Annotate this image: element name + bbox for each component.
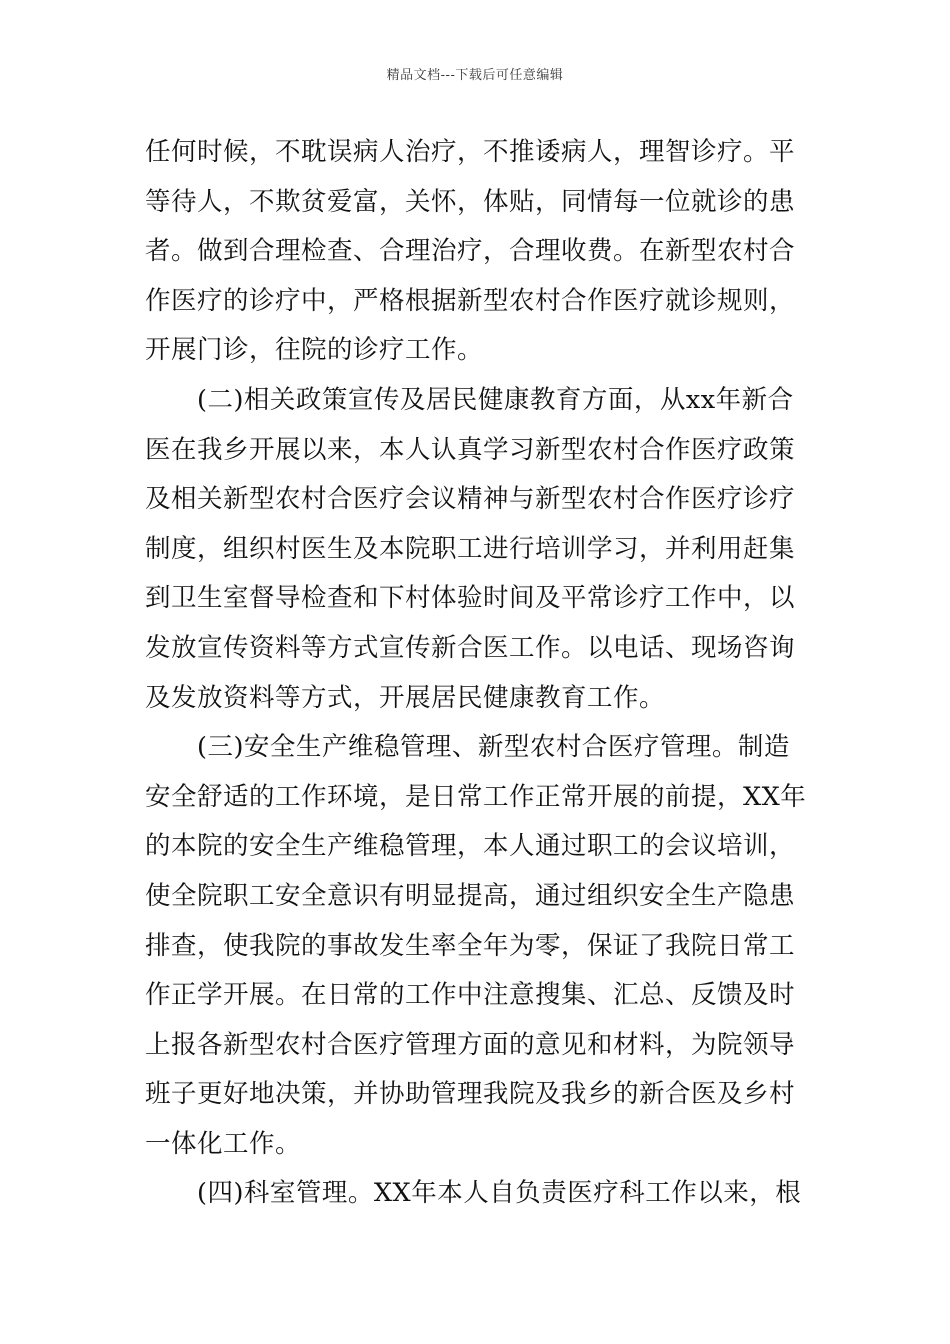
paragraph-start-line: (三)安全生产维稳管理、新型农村合医疗管理。制造 [197, 732, 790, 763]
text-line: 一体化工作。 [145, 1128, 302, 1159]
text-line: 安全舒适的工作环境，是日常工作正常开展的前提，XX年 [145, 781, 807, 812]
text-line: 及相关新型农村合医疗会议精神与新型农村合作医疗诊疗 [145, 484, 796, 515]
text-line: 班子更好地决策，并协助管理我院及我乡的新合医及乡村 [145, 1079, 796, 1110]
text-line: 及发放资料等方式，开展居民健康教育工作。 [145, 682, 666, 713]
text-line: 发放宣传资料等方式宣传新合医工作。以电话、现场咨询 [145, 632, 796, 663]
text-line: 使全院职工安全意识有明显提高，通过组织安全生产隐患 [145, 880, 796, 911]
paragraph-start-line: (二)相关政策宣传及居民健康教育方面，从xx年新合 [197, 384, 794, 415]
document-body [145, 128, 810, 1219]
text-line: 到卫生室督导检查和下村体验时间及平常诊疗工作中，以 [145, 583, 796, 614]
text-line: 等待人，不欺贫爱富，关怀，体贴，同情每一位就诊的患 [145, 186, 796, 217]
text-line: 上报各新型农村合医疗管理方面的意见和材料，为院领导 [145, 1029, 796, 1060]
text-line: 的本院的安全生产维稳管理，本人通过职工的会议培训， [145, 831, 796, 862]
text-line: 制度，组织村医生及本院职工进行培训学习，并利用赶集 [145, 533, 796, 564]
text-line: 任何时候，不耽误病人治疗，不推诿病人，理智诊疗。平 [145, 137, 796, 167]
text-line: 作医疗的诊疗中，严格根据新型农村合作医疗就诊规则， [145, 285, 796, 316]
text-line: 作正学开展。在日常的工作中注意搜集、汇总、反馈及时 [145, 980, 796, 1011]
text-line: 开展门诊，往院的诊疗工作。 [145, 335, 484, 366]
text-line: 排查，使我院的事故发生率全年为零，保证了我院日常工 [145, 930, 796, 961]
text-line: 医在我乡开展以来，本人认真学习新型农村合作医疗政策 [145, 434, 796, 465]
paragraph-start-line: (四)科室管理。XX年本人自负责医疗科工作以来，根 [197, 1178, 802, 1209]
text-line: 者。做到合理检查、合理治疗，合理收费。在新型农村合 [145, 236, 796, 267]
page-header: 精品文档---下载后可任意编辑 [386, 68, 564, 83]
